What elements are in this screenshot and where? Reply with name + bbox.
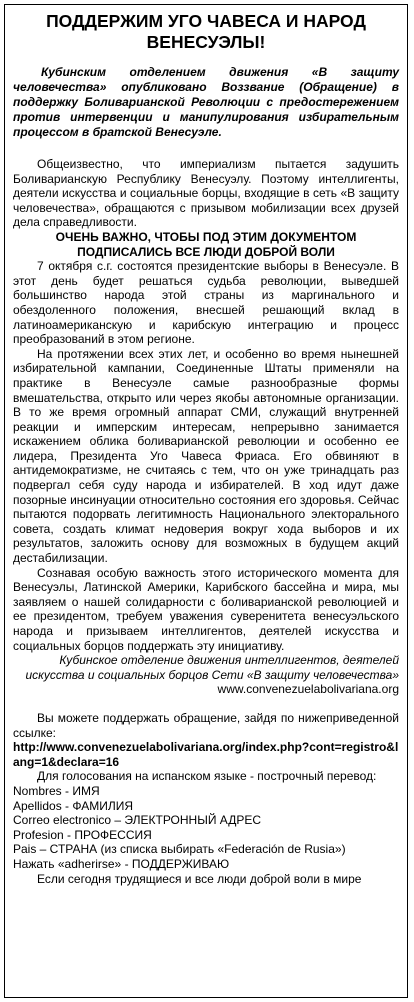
- closing-text: Если сегодня трудящиеся и все люди доброй воли в мире: [37, 871, 362, 886]
- paragraph-3: На протяжении всех этих лет, и особенно во время нынешней избирательной кампании, Соединенные Штаты применяли на практике в Венесуэле самые разнообразные формы вмешательства, открыто или через якобы автономные организации. В то же время огромный аппарат СМИ, служащий внутренней реакции и имперским интересам, непрерывно занимается искажением облика боливарианской революции и особенно ее лидера, Президента Уго Чавеса Фриаса. Его обвиняют в антидемократизме, не считаясь с тем, что он уже тринадцать раз подвергал себя суду народа и избирателей. В ход идут даже позорные инсинуации относительно состояния его здоровья. Сейчас пытаются подорвать легитимность Национального электорального совета, создать климат недоверия вокруг хода выборов и их результатов, заложить основу для возможных в будущем акций дестабилизации.: [13, 346, 399, 566]
- form-field-line: Нажать «adherirse» - ПОДДЕРЖИВАЮ: [13, 856, 230, 871]
- form-field-line: Apellidos - ФАМИЛИЯ: [13, 798, 134, 813]
- form-field-line: Pais – СТРАНА (из списка выбирать «Federación de Rusia»): [13, 842, 346, 857]
- article-title: ПОДДЕРЖИМ УГО ЧАВЕСА И НАРОД ВЕНЕСУЭЛЫ!: [46, 11, 366, 52]
- important-notice: ОЧЕНЬ ВАЖНО, ЧТОБЫ ПОД ЭТИМ ДОКУМЕНТОМ ПОДПИСАЛИСЬ ВСЕ ЛЮДИ ДОБРОЙ ВОЛИ: [55, 229, 357, 259]
- support-link[interactable]: http://www.convenezuelabolivariana.org/index.php?cont=registro&lang=1&declara=16: [13, 740, 399, 769]
- form-field-line: Nombres - ИМЯ: [13, 783, 100, 798]
- translation-intro: Для голосования на испанском языке - пострoчный перевод:: [37, 769, 377, 784]
- signature: Кубинское отделение движения интеллигентов, деятелей искусства и социальных борцов Сети «В защиту человечества»: [25, 653, 399, 682]
- paragraph-1: Общеизвестно, что империализм пытается задушить Боливарианскую Республику Венесуэлу. Поэтому интеллигенты, деятели искусства и социальные борцы, входящие в сеть «В защиту человечества», обращаются с призывом мобилизации всех друзей дела справедливости.: [13, 157, 399, 230]
- article-lead: Кубинским отделением движения «В защиту человечества» опубликовано Воззвание (Обращение) в поддержку Боливарианской Революции с предостережением против интервенции и манипулирования избирательным процессом в братской Венесуэле.: [13, 65, 399, 139]
- form-field-line: Correo electronico – ЭЛЕКТРОННЫЙ АДРЕС: [13, 813, 262, 828]
- paragraph-4: Сознавая особую важность этого исторического момента для Венесуэлы, Латинской Америки, Карибского бассейна и мира, мы заявляем о нашей солидарности с боливарианской революцией и ее президентом, требуем уважения суверенитета венесуэльского народа и призываем интеллигентов, деятелей искусства и социальных борцов поддержать эту инициативу.: [13, 565, 399, 653]
- article-frame: [4, 4, 408, 998]
- form-field-line: Profesion - ПРОФЕССИЯ: [13, 827, 152, 842]
- paragraph-2: 7 октября с.г. состоятся президентские выборы в Венесуэле. В этот день будет решаться судьба революции, выведшей большинство народа этой страны из маргинального и обездоленного положения, внесшей решающий вклад в латиноамериканскую и карибскую интеграцию и процесс преобразований в этом регионе.: [13, 259, 399, 347]
- signature-url: www.convenezuelabolivariana.org: [217, 682, 399, 697]
- support-text: Вы можете поддержать обращение, зайдя по нижеприведенной ссылке:: [13, 710, 399, 740]
